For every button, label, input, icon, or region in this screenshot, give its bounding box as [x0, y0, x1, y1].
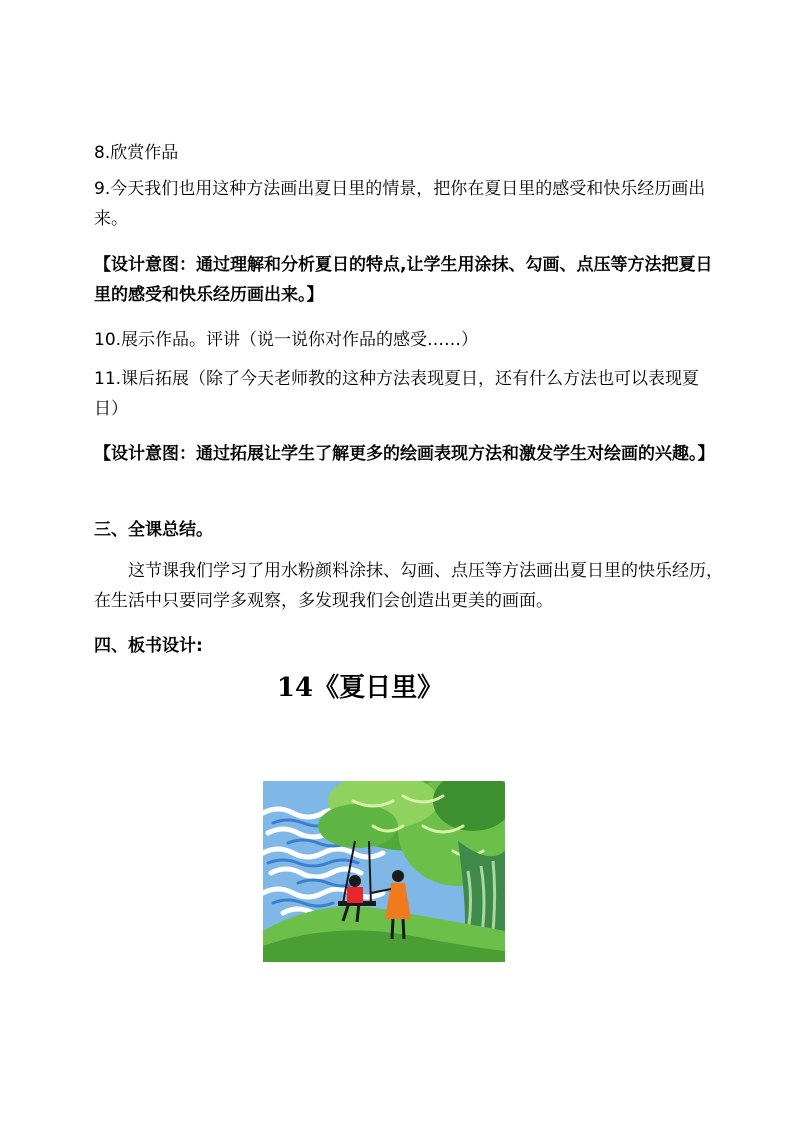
step-11-text: 11.课后拓展（除了今天老师教的这种方法表现夏日，还有什么方法也可以表现夏日） — [94, 369, 700, 419]
summary-heading: 三、全课总结。 — [94, 520, 213, 540]
summer-painting-svg — [263, 781, 505, 962]
board-title: 14《夏日里》 — [276, 673, 444, 703]
board-heading: 四、板书设计: — [94, 636, 203, 656]
step-8-text: 8.欣赏作品 — [94, 143, 179, 163]
design-intent-1: 【设计意图：通过理解和分析夏日的特点,让学生用涂抹、勾画、点压等方法把夏日里的感受和快乐经历画出来。】 — [94, 255, 713, 305]
summer-painting-image — [263, 781, 505, 962]
summary-body: 这节课我们学习了用水粉颜料涂抹、勾画、点压等方法画出夏日里的快乐经历，在生活中只要同学多观察，多发现我们会创造出更美的画面。 — [94, 561, 723, 611]
design-intent-2: 【设计意图：通过拓展让学生了解更多的绘画表现方法和激发学生对绘画的兴趣。】 — [94, 444, 715, 464]
step-10-text: 10.展示作品。评讲（说一说你对作品的感受……） — [94, 330, 479, 350]
step-9-text: 9.今天我们也用这种方法画出夏日里的情景，把你在夏日里的感受和快乐经历画出来。 — [94, 179, 706, 229]
